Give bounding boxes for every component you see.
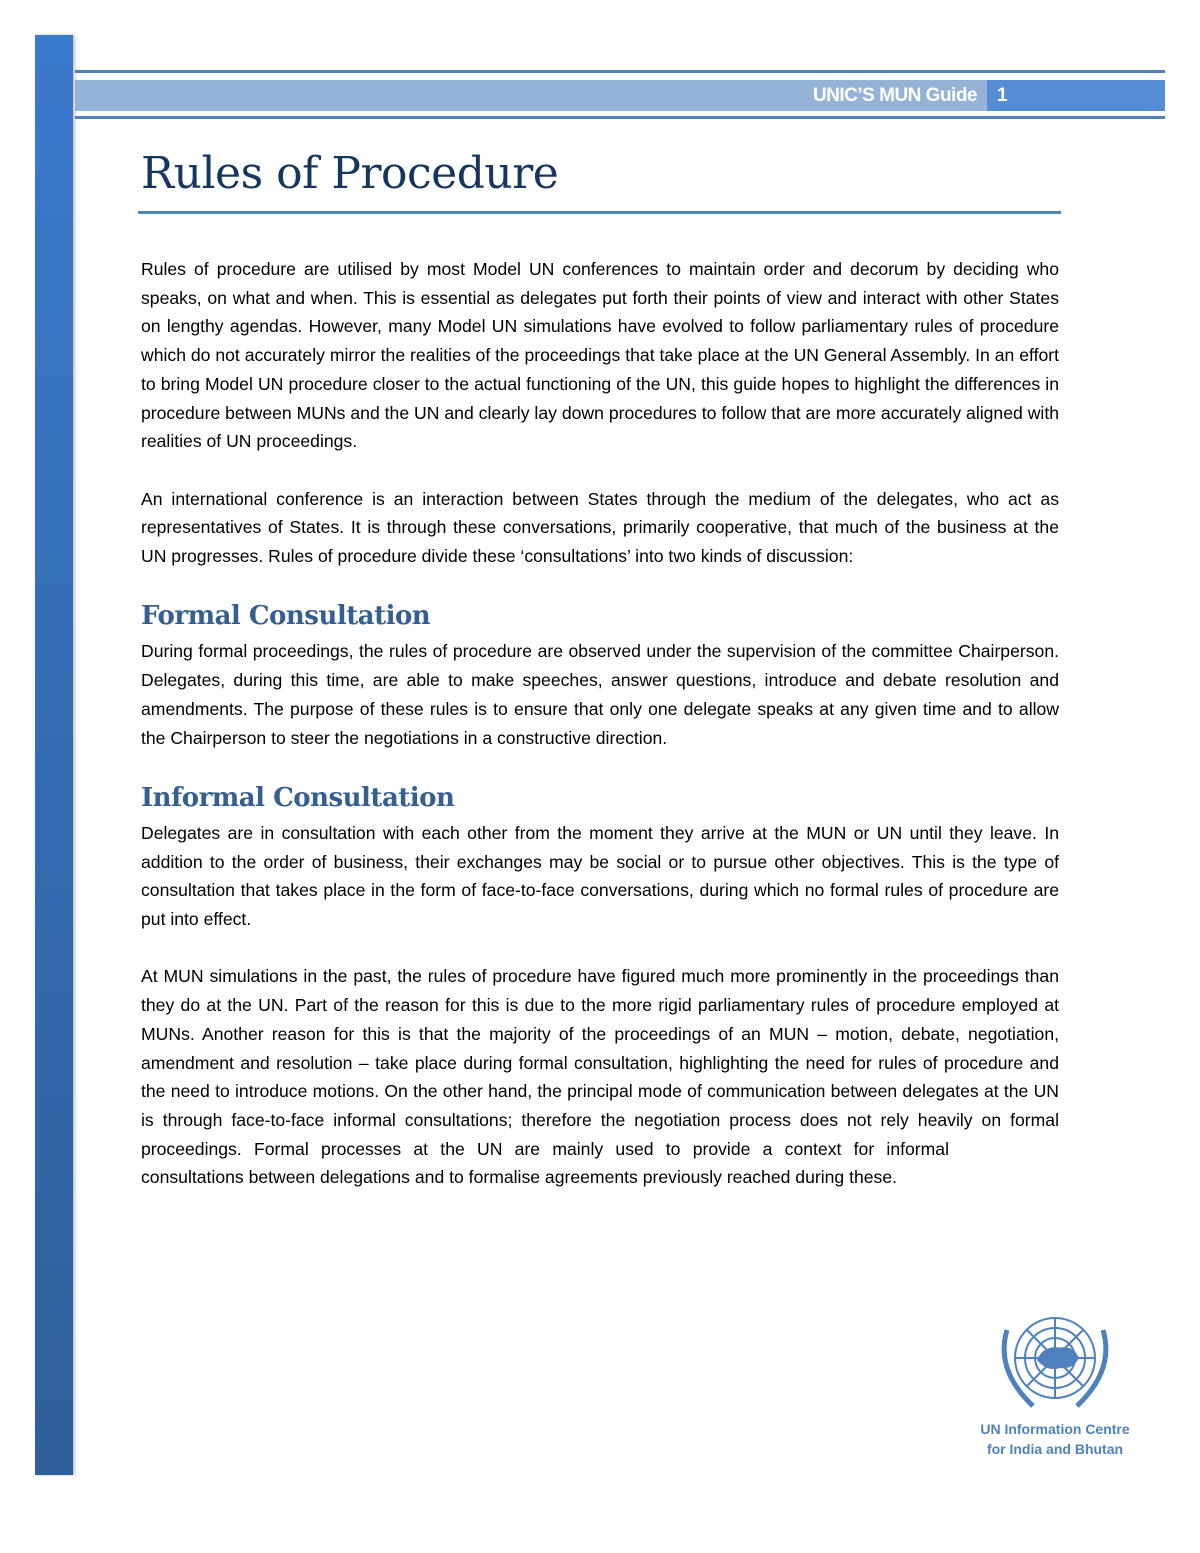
title-rule	[138, 211, 1061, 214]
intro-paragraph-2: An international conference is an interaction between States through the medium of the delegates, who act as representatives of States. It is through these conversations, primarily cooperative, that much of the business at the UN progresses. Rules of procedure divide these ‘consultations’ into two kinds of discussion:	[141, 488, 1059, 567]
informal-paragraph: Delegates are in consultation with each other from the moment they arrive at the MUN or UN until they leave. In addition to the order of business, their exchanges may be social or to pursue other objectives. This is the type of consultation that takes place in the form of face-to-face conversations, during which no formal rules of procedure are put into effect.	[141, 822, 1059, 930]
formal-consultation-heading: Formal Consultation	[141, 601, 431, 632]
logo-caption-2: for India and Bhutan	[986, 1441, 1124, 1457]
closing-paragraph: At MUN simulations in the past, the rules of procedure have figured much more prominently in the proceedings than they do at the UN. Part of the reason for this is due to the more rigid parliamentary rules of procedure employed at MUNs. Another reason for this is that the majority of the proceedings of an MUN – motion, debate, negotiation, amendment and resolution – take place during formal consultation, highlighting the need for rules of procedure and the need to introduce motions. On the other hand, the principal mode of communication between delegates at the UN is through face-to-face informal consultations; therefore the negotiation process does not rely heavily on formal proceedings. Formal processes at the UN are mainly used to provide a context for informal consultations between delegations and to formalise agreements previously reached during these.	[141, 966, 1059, 1188]
document-body	[141, 255, 1059, 1363]
informal-consultation-heading: Informal Consultation	[141, 782, 455, 813]
header-rule-top	[75, 70, 1165, 73]
un-emblem-icon	[993, 1310, 1117, 1414]
header-guide-title: UNIC’S MUN Guide	[812, 85, 977, 106]
page-number: 1	[987, 80, 1165, 111]
logo-caption-1: UN Information Centre	[980, 1421, 1130, 1437]
sidebar-bar	[35, 35, 73, 1475]
unic-logo	[975, 1310, 1135, 1459]
page-title: Rules of Procedure	[141, 148, 559, 199]
intro-paragraph-1: Rules of procedure are utilised by most Model UN conferences to maintain order and decorum by deciding who speaks, on what and when. This is essential as delegates put forth their points of view and interact with other States on lengthy agendas. However, many Model UN simulations have evolved to follow parliamentary rules of procedure which do not accurately mirror the realities of the proceedings that take place at the UN General Assembly. In an effort to bring Model UN procedure closer to the actual functioning of the UN, this guide hopes to highlight the differences in procedure between MUNs and the UN and clearly lay down procedures to follow that are more accurately aligned with realities of UN proceedings.	[141, 259, 1059, 452]
formal-paragraph: During formal proceedings, the rules of procedure are observed under the supervision of the committee Chairperson. Delegates, during this time, are able to make speeches, answer questions, introduce and debate resolution and amendments. The purpose of these rules is to ensure that only one delegate speaks at any given time and to allow the Chairperson to steer the negotiations in a constructive direction.	[141, 641, 1059, 748]
page-header	[75, 80, 1165, 111]
header-rule-bottom	[75, 116, 1165, 119]
